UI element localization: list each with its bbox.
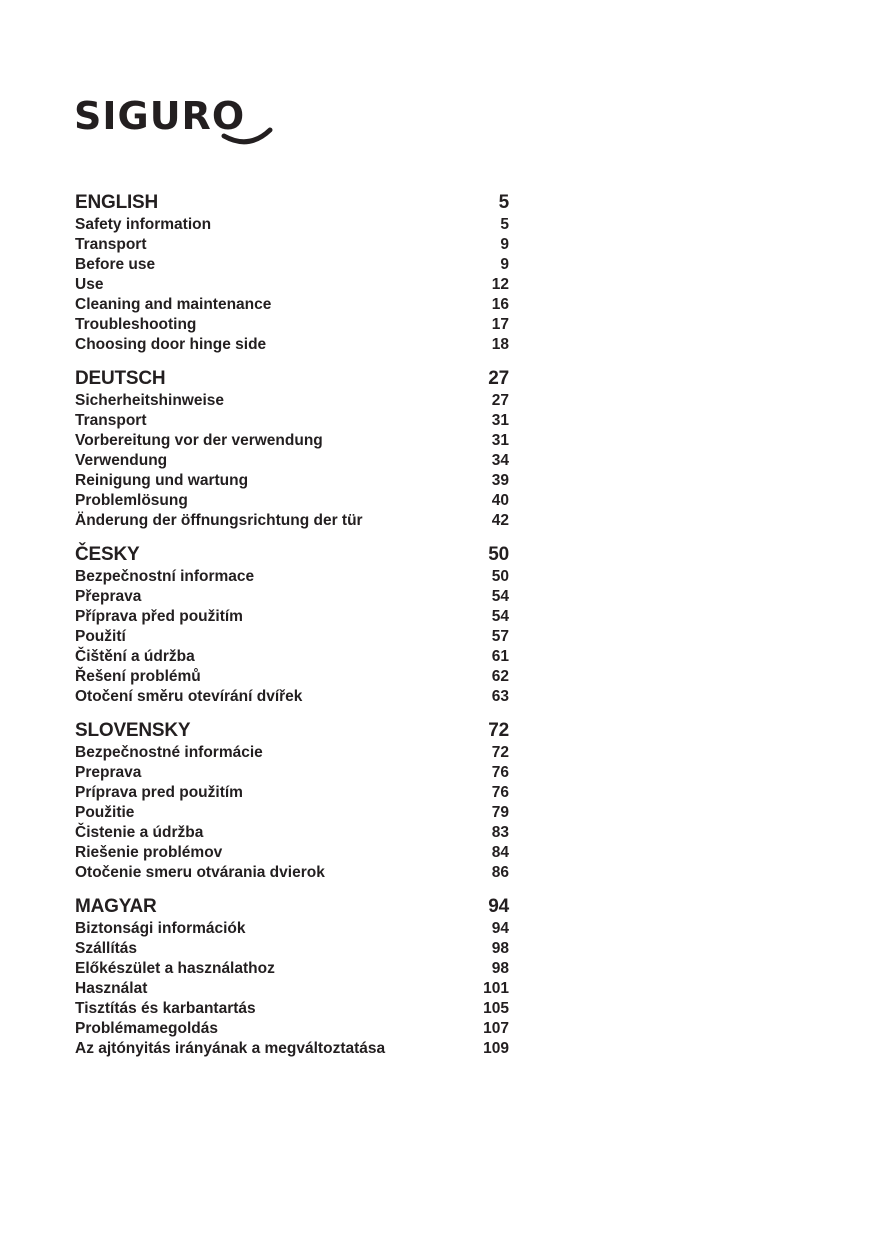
section-title: ČESKY bbox=[75, 544, 140, 565]
toc-entry-page-number: 98 bbox=[491, 960, 509, 977]
toc-entry[interactable] bbox=[75, 627, 509, 647]
toc-entry-label: Příprava před použitím bbox=[75, 608, 243, 625]
toc-entry-page-number: 31 bbox=[491, 432, 509, 449]
toc-entry-label: Čistenie a údržba bbox=[75, 824, 204, 841]
toc-entry-label: Biztonsági információk bbox=[75, 920, 246, 937]
toc-entry-page-number: 9 bbox=[500, 236, 509, 253]
toc-entry[interactable] bbox=[75, 687, 509, 707]
toc-section-heading[interactable] bbox=[75, 367, 509, 391]
toc-entry[interactable] bbox=[75, 215, 509, 235]
toc-entry-page-number: 57 bbox=[491, 628, 509, 645]
toc-entry-label: Before use bbox=[75, 256, 156, 273]
toc-section-heading[interactable] bbox=[75, 191, 509, 215]
toc-entry-page-number: 17 bbox=[491, 316, 509, 333]
toc-entry[interactable] bbox=[75, 783, 509, 803]
toc-entry-page-number: 40 bbox=[491, 492, 509, 509]
toc-entry-label: Řešení problémů bbox=[75, 668, 201, 685]
toc-entry[interactable] bbox=[75, 647, 509, 667]
toc-entry-page-number: 12 bbox=[491, 276, 509, 293]
toc-entry[interactable] bbox=[75, 1019, 509, 1039]
toc-entry[interactable] bbox=[75, 451, 509, 471]
toc-entry[interactable] bbox=[75, 959, 509, 979]
toc-entry-page-number: 94 bbox=[491, 920, 509, 937]
toc-entry[interactable] bbox=[75, 491, 509, 511]
toc-entry-page-number: 109 bbox=[483, 1040, 509, 1057]
section-title: DEUTSCH bbox=[75, 368, 166, 389]
toc-entry-label: Transport bbox=[75, 412, 147, 429]
toc-entry[interactable] bbox=[75, 431, 509, 451]
toc-entry[interactable] bbox=[75, 843, 509, 863]
toc-section-heading[interactable] bbox=[75, 895, 509, 919]
toc-entry[interactable] bbox=[75, 763, 509, 783]
section-title: SLOVENSKY bbox=[75, 720, 191, 741]
toc-entry-page-number: 5 bbox=[500, 216, 509, 233]
section-title: ENGLISH bbox=[75, 192, 159, 213]
toc-entry[interactable] bbox=[75, 587, 509, 607]
toc-entry-page-number: 42 bbox=[491, 512, 509, 529]
toc-entry-label: Szállítás bbox=[75, 940, 138, 957]
toc-section-magyar bbox=[75, 895, 509, 1059]
toc-entry-label: Problémamegoldás bbox=[75, 1020, 218, 1037]
toc-entry-label: Použití bbox=[75, 628, 126, 645]
toc-section-heading[interactable] bbox=[75, 719, 509, 743]
toc-entry[interactable] bbox=[75, 235, 509, 255]
toc-entry-label: Přeprava bbox=[75, 588, 142, 605]
toc-entry-page-number: 84 bbox=[491, 844, 509, 861]
toc-entry-label: Otočení směru otevírání dvířek bbox=[75, 688, 303, 705]
toc-entry[interactable] bbox=[75, 315, 509, 335]
toc-entry-label: Príprava pred použitím bbox=[75, 784, 243, 801]
toc-entry-label: Tisztítás és karbantartás bbox=[75, 1000, 256, 1017]
toc-entry-page-number: 86 bbox=[491, 864, 509, 881]
toc-entry-label: Problemlösung bbox=[75, 492, 188, 509]
toc-entry-page-number: 39 bbox=[491, 472, 509, 489]
toc-entry[interactable] bbox=[75, 567, 509, 587]
toc-entry-label: Safety information bbox=[75, 216, 212, 233]
toc-entry-page-number: 54 bbox=[491, 588, 509, 605]
toc-entry-page-number: 107 bbox=[483, 1020, 509, 1037]
toc-entry-label: Choosing door hinge side bbox=[75, 336, 267, 353]
toc-section-deutsch bbox=[75, 367, 509, 531]
toc-entry-page-number: 16 bbox=[491, 296, 509, 313]
toc-entry-label: Bezpečnostní informace bbox=[75, 568, 255, 585]
toc-entry-page-number: 27 bbox=[491, 392, 509, 409]
toc-entry[interactable] bbox=[75, 275, 509, 295]
section-page-number: 50 bbox=[488, 544, 509, 565]
toc-entry[interactable] bbox=[75, 1039, 509, 1059]
toc-entry[interactable] bbox=[75, 411, 509, 431]
toc-entry-label: Troubleshooting bbox=[75, 316, 197, 333]
toc-entry-page-number: 34 bbox=[491, 452, 509, 469]
toc-entry[interactable] bbox=[75, 335, 509, 355]
toc-entry-label: Előkészület a használathoz bbox=[75, 960, 275, 977]
toc-section-english bbox=[75, 191, 509, 355]
toc-entry-label: Use bbox=[75, 276, 104, 293]
toc-entry-label: Az ajtónyitás irányának a megváltoztatása bbox=[75, 1040, 386, 1057]
section-title: MAGYAR bbox=[75, 896, 157, 917]
toc-entry-page-number: 50 bbox=[491, 568, 509, 585]
toc-entry-page-number: 9 bbox=[500, 256, 509, 273]
toc-entry-label: Preprava bbox=[75, 764, 142, 781]
toc-section-slovensky bbox=[75, 719, 509, 883]
logo-swoosh-icon bbox=[74, 94, 274, 150]
toc-entry-label: Reinigung und wartung bbox=[75, 472, 249, 489]
toc-entry[interactable] bbox=[75, 607, 509, 627]
toc-entry-page-number: 76 bbox=[491, 764, 509, 781]
toc-entry-label: Vorbereitung vor der verwendung bbox=[75, 432, 323, 449]
toc-entry-page-number: 72 bbox=[491, 744, 509, 761]
toc-section-česky bbox=[75, 543, 509, 707]
toc-entry[interactable] bbox=[75, 391, 509, 411]
toc-entry-label: Otočenie smeru otvárania dvierok bbox=[75, 864, 325, 881]
toc-entry[interactable] bbox=[75, 979, 509, 999]
toc-entry-page-number: 76 bbox=[491, 784, 509, 801]
toc-entry-label: Čištění a údržba bbox=[75, 648, 195, 665]
toc-entry[interactable] bbox=[75, 511, 509, 531]
toc-entry-label: Cleaning and maintenance bbox=[75, 296, 272, 313]
toc-entry-page-number: 105 bbox=[483, 1000, 509, 1017]
toc-entry-page-number: 63 bbox=[491, 688, 509, 705]
section-page-number: 72 bbox=[488, 720, 509, 741]
toc-entry-page-number: 18 bbox=[491, 336, 509, 353]
toc-entry-page-number: 101 bbox=[483, 980, 509, 997]
toc-entry-page-number: 61 bbox=[491, 648, 509, 665]
section-page-number: 94 bbox=[488, 896, 509, 917]
toc-entry-label: Használat bbox=[75, 980, 148, 997]
toc-entry-label: Änderung der öffnungsrichtung der tür bbox=[75, 512, 363, 529]
toc-entry[interactable] bbox=[75, 939, 509, 959]
toc-entry[interactable] bbox=[75, 823, 509, 843]
toc-entry[interactable] bbox=[75, 255, 509, 275]
brand-name: SIGURO bbox=[74, 94, 246, 138]
table-of-contents bbox=[75, 191, 509, 1071]
toc-entry-page-number: 62 bbox=[491, 668, 509, 685]
section-page-number: 5 bbox=[498, 192, 509, 213]
toc-entry[interactable] bbox=[75, 999, 509, 1019]
toc-entry[interactable] bbox=[75, 863, 509, 883]
section-page-number: 27 bbox=[488, 368, 509, 389]
toc-entry[interactable] bbox=[75, 667, 509, 687]
toc-entry-label: Transport bbox=[75, 236, 147, 253]
toc-entry[interactable] bbox=[75, 743, 509, 763]
toc-entry-label: Sicherheitshinweise bbox=[75, 392, 225, 409]
toc-entry[interactable] bbox=[75, 471, 509, 491]
toc-entry-label: Riešenie problémov bbox=[75, 844, 223, 861]
toc-entry-label: Verwendung bbox=[75, 452, 168, 469]
toc-entry-label: Použitie bbox=[75, 804, 135, 821]
toc-entry-page-number: 83 bbox=[491, 824, 509, 841]
toc-entry[interactable] bbox=[75, 803, 509, 823]
toc-entry[interactable] bbox=[75, 919, 509, 939]
toc-entry-page-number: 31 bbox=[491, 412, 509, 429]
toc-entry-page-number: 98 bbox=[491, 940, 509, 957]
toc-entry[interactable] bbox=[75, 295, 509, 315]
toc-entry-label: Bezpečnostné informácie bbox=[75, 744, 263, 761]
brand-logo bbox=[74, 94, 274, 150]
toc-section-heading[interactable] bbox=[75, 543, 509, 567]
toc-entry-page-number: 79 bbox=[491, 804, 509, 821]
toc-entry-page-number: 54 bbox=[491, 608, 509, 625]
